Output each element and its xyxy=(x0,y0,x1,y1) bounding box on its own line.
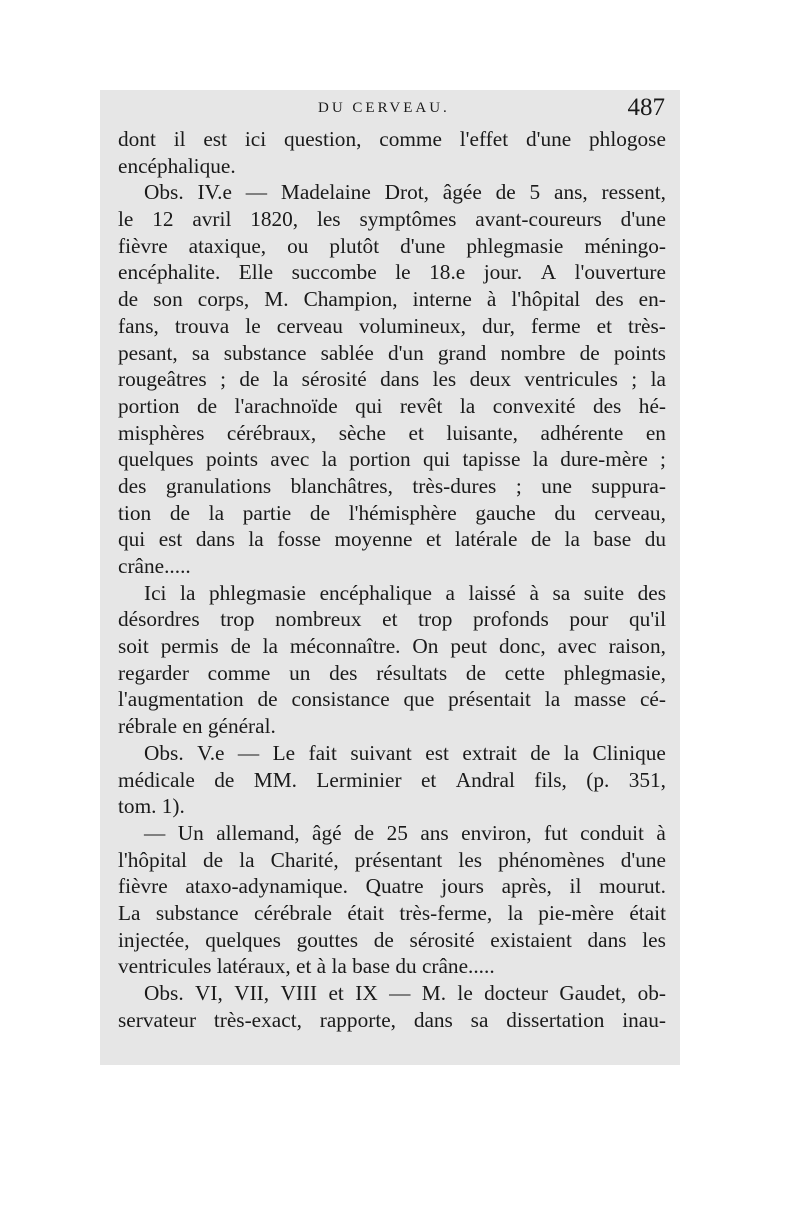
text-line: regarder comme un des résultats de cette phlegmasie, xyxy=(118,660,666,685)
text-line: Obs. V.e — Le fait suivant est extrait de la Clinique xyxy=(144,740,666,765)
text-line: servateur très-exact, rapporte, dans sa dissertation inau- xyxy=(118,1007,666,1032)
text-line: misphères cérébraux, sèche et luisante, adhérente en xyxy=(118,420,666,445)
text-line: La substance cérébrale était très-ferme, la pie-mère était xyxy=(118,900,666,925)
running-title: DU CERVEAU. xyxy=(318,100,450,116)
text-line: médicale de MM. Lerminier et Andral fils, (p. 351, xyxy=(118,767,666,792)
text-line: désordres trop nombreux et trop profonds pour qu'il xyxy=(118,607,666,632)
text-line: rougeâtres ; de la sérosité dans les deux ventricules ; la xyxy=(118,367,666,392)
text-line: encéphalite. Elle succombe le 18.e jour. A l'ouverture xyxy=(118,260,666,285)
text-line: portion de l'arachnoïde qui revêt la convexité des hé- xyxy=(118,393,666,418)
text-line: qui est dans la fosse moyenne et latérale de la base du xyxy=(118,527,666,552)
text-line: fans, trouva le cerveau volumineux, dur, ferme et très- xyxy=(118,313,666,338)
text-line: Ici la phlegmasie encéphalique a laissé à sa suite des xyxy=(144,580,666,605)
text-line: de son corps, M. Champion, interne à l'hôpital des en- xyxy=(118,287,666,312)
text-line: l'hôpital de la Charité, présentant les phénomènes d'une xyxy=(118,847,666,872)
page-number: 487 xyxy=(627,94,665,121)
text-line: rébrale en général. xyxy=(118,714,276,739)
text-line: fièvre ataxique, ou plutôt d'une phlegmasie méningo- xyxy=(118,233,666,258)
text-line: fièvre ataxo-adynamique. Quatre jours après, il mourut. xyxy=(118,874,666,899)
text-line: le 12 avril 1820, les symptômes avant-coureurs d'une xyxy=(118,207,666,232)
text-line: quelques points avec la portion qui tapisse la dure-mère ; xyxy=(118,447,666,472)
page-header xyxy=(118,94,673,124)
text-line: tion de la partie de l'hémisphère gauche du cerveau, xyxy=(118,500,666,525)
body-text xyxy=(118,126,666,1033)
text-line: Obs. VI, VII, VIII et IX — M. le docteur Gaudet, ob- xyxy=(144,981,666,1005)
text-line: Obs. IV.e — Madelaine Drot, âgée de 5 ans, ressent, xyxy=(144,180,666,205)
text-line: tom. 1). xyxy=(118,794,185,819)
text-line: soit permis de la méconnaître. On peut donc, avec raison, xyxy=(118,634,666,659)
text-line: ventricules latéraux, et à la base du crâne..... xyxy=(118,954,495,979)
text-line: injectée, quelques gouttes de sérosité existaient dans les xyxy=(118,927,666,952)
text-line: des granulations blanchâtres, très-dures ; une suppura- xyxy=(118,473,666,498)
text-line: — Un allemand, âgé de 25 ans environ, fut conduit à xyxy=(144,820,666,845)
text-line: pesant, sa substance sablée d'un grand nombre de points xyxy=(118,340,666,365)
text-line: crâne..... xyxy=(118,554,191,578)
text-line: encéphalique. xyxy=(118,153,236,178)
text-line: l'augmentation de consistance que présentait la masse cé- xyxy=(118,687,666,712)
text-line: dont il est ici question, comme l'effet d'une phlogose xyxy=(118,127,666,151)
